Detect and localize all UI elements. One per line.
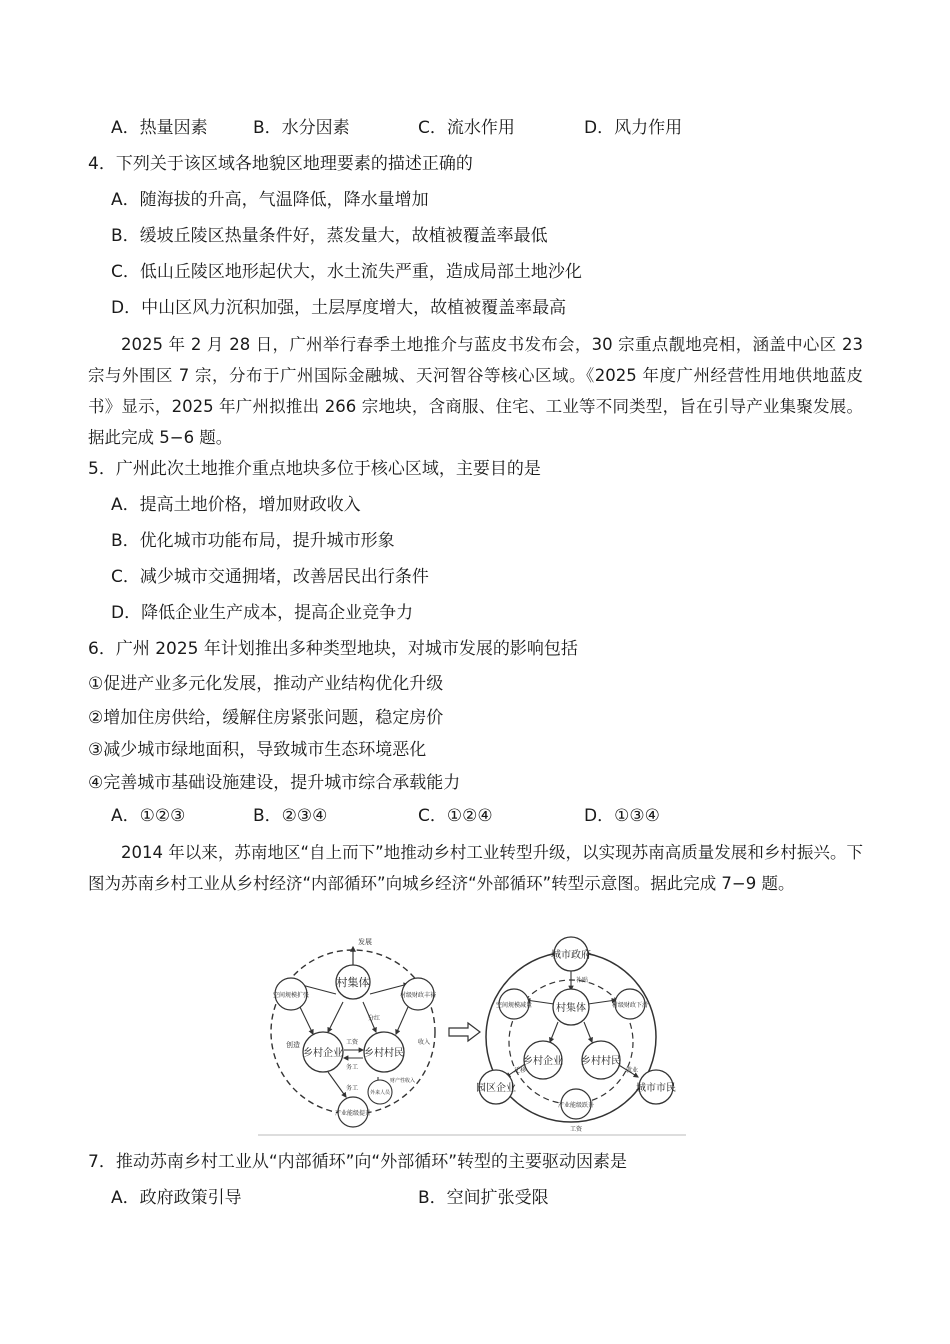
right-citizen-node: 城市市民 (636, 1083, 676, 1094)
left-edge-label: 财产性收入 (390, 1078, 416, 1084)
right-edge-label: 就业 (626, 1067, 639, 1074)
left-top-label: 发展 (358, 938, 372, 946)
left-villager-node: 乡村村民 (364, 1048, 404, 1059)
inner-cycle-diagram (271, 937, 436, 1127)
q5-option-b: B．优化城市功能布局，提升城市形象 (111, 531, 395, 551)
left-bottom-node: 产业能级提升 (334, 1110, 372, 1117)
left-top-node: 村集体 (336, 976, 370, 989)
left-edge-label: 创造 (286, 1041, 300, 1049)
q6-statement-1: ①促进产业多元化发展，推动产业结构优化升级 (88, 674, 444, 694)
q4-option-c: C．低山丘陵区地形起伏大，水土流失严重，造成局部土地沙化 (111, 262, 582, 282)
q3-option-d: D．风力作用 (584, 118, 683, 138)
right-top-label: 补贴 (576, 977, 589, 984)
right-park-enterprise-node: 园区企业 (476, 1083, 516, 1094)
left-edge-label: 收入 (418, 1039, 431, 1046)
q5-option-a: A．提高土地价格，增加财政收入 (111, 495, 361, 515)
q3-option-c: C．流水作用 (418, 118, 515, 138)
outer-cycle-diagram (476, 937, 676, 1133)
right-bottom-label: 工资 (569, 1126, 583, 1133)
passage-guangzhou-land: 2025 年 2 月 28 日，广州举行春季土地推介与蓝皮书发布会，30 宗重点靓地亮相，涵盖中心区 23 宗与外围区 7 宗，分布于广州国际金融城、天河智谷等核心区域。《2025 年度广州经营性用地供地蓝皮书》显示，2025 年广州拟推出 266 宗地块，含商服、住宅、工业等不同类型，旨在引导产业集聚发展。据此完成 5−6 题。 (88, 335, 863, 447)
transition-arrow (449, 1023, 480, 1041)
q6-option-b: B．②③④ (253, 806, 328, 826)
q6-statement-2: ②增加住房供给，缓解住房紧张问题，稳定房价 (88, 708, 444, 728)
right-edge-label: 迁移 (514, 1067, 527, 1074)
q6-statement-4: ④完善城市基础设施建设，提升城市综合承载能力 (88, 773, 461, 793)
q7-stem: 7．推动苏南乡村工业从“内部循环”向“外部循环”转型的主要驱动因素是 (88, 1152, 628, 1172)
left-space-node: 空间规模扩张 (272, 992, 310, 999)
left-enterprise-node: 乡村企业 (303, 1048, 343, 1059)
q4-option-b: B．缓坡丘陵区热量条件好，蒸发量大，故植被覆盖率最低 (111, 226, 548, 246)
right-bottom-node: 产业能级跃升 (557, 1102, 595, 1109)
left-finance-node: 村级财政丰裕 (399, 992, 437, 999)
q6-option-a: A．①②③ (111, 806, 186, 826)
left-outsider-node: 外来人员 (369, 1090, 391, 1096)
q6-option-d: D．①③④ (584, 806, 660, 826)
right-finance-node: 村级财政下滑 (611, 1002, 649, 1009)
q7-option-a: A．政府政策引导 (111, 1188, 242, 1208)
passage-sunan-industry: 2014 年以来，苏南地区“自上而下”地推动乡村工业转型升级，以实现苏南高质量发展和乡村振兴。下图为苏南乡村工业从乡村经济“内部循环”向城乡经济“外部循环”转型示意图。据此完成 7−9 题。 (88, 843, 863, 893)
right-space-node: 空间规模减量 (495, 1002, 533, 1009)
q7-option-b: B．空间扩张受限 (418, 1188, 549, 1208)
q3-option-a: A．热量因素 (111, 118, 208, 138)
q6-stem: 6．广州 2025 年计划推出多种类型地块，对城市发展的影响包括 (88, 639, 578, 659)
right-villager-node: 乡村村民 (581, 1056, 621, 1067)
right-enterprise-node: 乡村企业 (523, 1056, 563, 1067)
q5-option-d: D．降低企业生产成本，提高企业竞争力 (111, 603, 414, 623)
left-edge-label: 分红 (368, 1015, 381, 1022)
q4-stem: 4．下列关于该区域各地貌区地理要素的描述正确的 (88, 154, 473, 174)
q5-stem: 5．广州此次土地推介重点地块多位于核心区域，主要目的是 (88, 459, 541, 479)
transformation-diagram (258, 932, 686, 1137)
right-government-node: 城市政府 (551, 950, 591, 961)
left-edge-label: 工资 (346, 1039, 359, 1046)
q3-option-b: B．水分因素 (253, 118, 350, 138)
left-edge-label: 务工 (346, 1064, 359, 1071)
q6-statement-3: ③减少城市绿地面积，导致城市生态环境恶化 (88, 740, 427, 760)
q6-option-c: C．①②④ (418, 806, 493, 826)
right-collective-node: 村集体 (556, 1003, 586, 1014)
q5-option-c: C．减少城市交通拥堵，改善居民出行条件 (111, 567, 429, 587)
left-edge-label: 务工 (346, 1085, 359, 1092)
q4-option-a: A．随海拔的升高，气温降低，降水量增加 (111, 190, 429, 210)
q4-option-d: D．中山区风力沉积加强，土层厚度增大，故植被覆盖率最高 (111, 298, 567, 318)
